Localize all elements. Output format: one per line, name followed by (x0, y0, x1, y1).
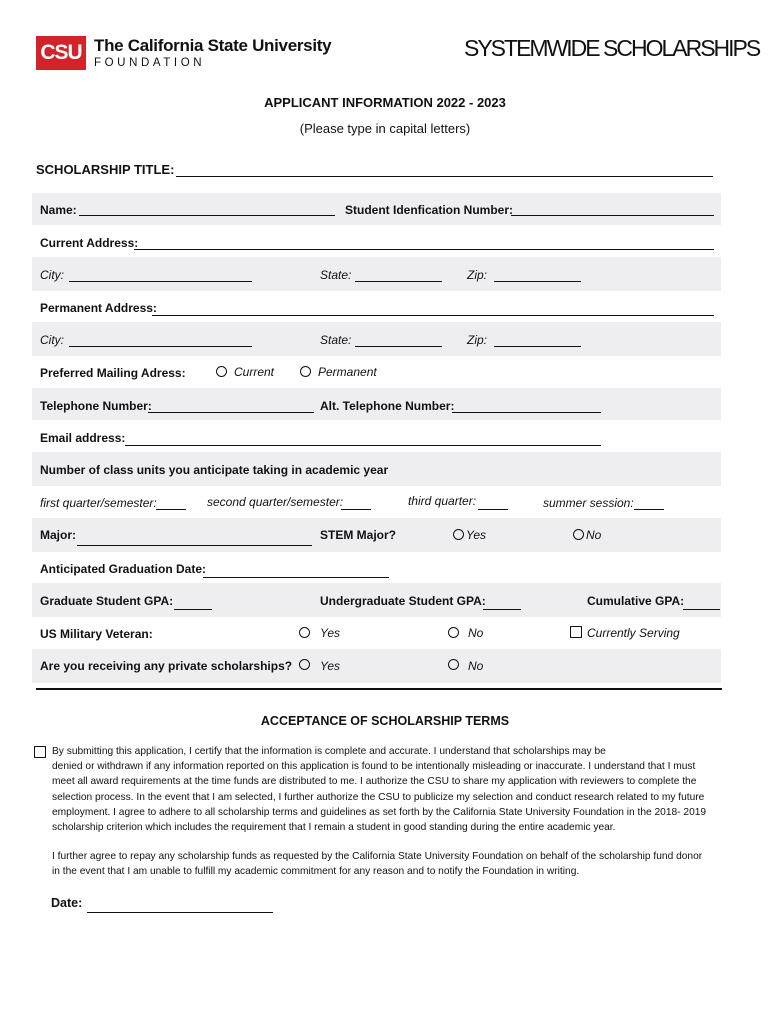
telephone-label: Telephone Number: (40, 399, 152, 413)
alt-telephone-field[interactable] (452, 412, 601, 413)
scholarship-title-label: SCHOLARSHIP TITLE: (36, 162, 175, 177)
graduate-gpa-label: Graduate Student GPA: (40, 594, 174, 608)
graduation-date-field[interactable] (203, 577, 389, 578)
major-field[interactable] (77, 545, 312, 546)
undergraduate-gpa-field[interactable] (483, 609, 521, 610)
student-id-field[interactable] (511, 215, 714, 216)
stem-no-label: No (586, 528, 602, 542)
veteran-yes-label: Yes (320, 626, 341, 640)
csu-logo-mark: CSU (36, 36, 86, 70)
private-no-label: No (468, 659, 484, 673)
form-subtitle: (Please type in capital letters) (299, 121, 471, 136)
stem-major-label: STEM Major? (320, 528, 397, 542)
third-quarter-label: third quarter: (408, 494, 477, 508)
first-quarter-label: first quarter/semester: (40, 496, 157, 510)
email-label: Email address: (40, 431, 126, 445)
class-units-label: Number of class units you anticipate taking in academic year (40, 463, 389, 477)
cumulative-gpa-field[interactable] (683, 609, 720, 610)
permanent-zip-field[interactable] (494, 346, 581, 347)
accept-terms-checkbox[interactable] (34, 746, 46, 758)
currently-serving-checkbox[interactable] (570, 626, 582, 638)
name-label: Name: (40, 203, 77, 217)
private-yes-radio[interactable] (299, 659, 310, 670)
graduate-gpa-field[interactable] (174, 609, 212, 610)
date-field[interactable] (87, 912, 273, 913)
private-scholarships-label: Are you receiving any private scholarships? (40, 659, 293, 673)
major-label: Major: (40, 528, 76, 542)
current-city-field[interactable] (69, 281, 252, 282)
terms-line: scholarship criterion which includes the requirement that I remain a student in good standing during the entire academic year. (52, 822, 616, 834)
stem-yes-radio[interactable] (453, 529, 464, 540)
row-band (32, 322, 721, 356)
veteran-yes-radio[interactable] (299, 627, 310, 638)
summer-session-field[interactable] (634, 509, 664, 510)
current-state-field[interactable] (355, 281, 442, 282)
first-quarter-field[interactable] (156, 509, 186, 510)
veteran-no-radio[interactable] (448, 627, 459, 638)
stem-no-radio[interactable] (573, 529, 584, 540)
graduation-date-label: Anticipated Graduation Date: (40, 562, 207, 576)
row-band (32, 257, 721, 291)
terms-title: ACCEPTANCE OF SCHOLARSHIP TERMS (260, 714, 510, 728)
private-no-radio[interactable] (448, 659, 459, 670)
terms-line: meet all award requirements at the time funds are distributed to me. I authorize the CSU to share my application with reviewers to complete the (52, 776, 697, 788)
current-city-label: City: (40, 268, 64, 282)
permanent-address-field[interactable] (152, 315, 714, 316)
permanent-state-label: State: (320, 333, 352, 347)
veteran-label: US Military Veteran: (40, 627, 153, 641)
repay-line: I further agree to repay any scholarship funds as requested by the California State University Foundation on behalf of the scholarship fund donor (52, 851, 703, 862)
current-state-label: State: (320, 268, 352, 282)
terms-line: employment. I agree to adhere to all scholarship terms and guidelines as set forth by the California State University Foundation in the 2018- 2019 (52, 806, 707, 818)
private-yes-label: Yes (320, 659, 341, 673)
current-address-field[interactable] (134, 249, 714, 250)
current-address-label: Current Address: (40, 236, 139, 250)
current-zip-field[interactable] (494, 281, 581, 282)
summer-session-label: summer session: (543, 496, 634, 510)
terms-line: selection process. In the event that I am selected, I further authorize the CSU to publicize my selection and conduct research related to my future (52, 791, 705, 803)
alt-telephone-label: Alt. Telephone Number: (320, 399, 455, 413)
mailing-permanent-label: Permanent (318, 365, 377, 379)
telephone-field[interactable] (148, 412, 314, 413)
mailing-permanent-radio[interactable] (300, 366, 311, 377)
name-field[interactable] (79, 215, 335, 216)
terms-paragraph (52, 744, 752, 835)
scholarship-title-field[interactable] (176, 176, 713, 177)
third-quarter-field[interactable] (478, 509, 508, 510)
permanent-address-label: Permanent Address: (40, 301, 157, 315)
logo-subtitle: FOUNDATION (94, 57, 206, 69)
currently-serving-label: Currently Serving (587, 626, 680, 640)
mailing-current-label: Current (234, 365, 275, 379)
email-field[interactable] (125, 445, 601, 446)
section-divider (36, 688, 722, 690)
permanent-city-label: City: (40, 333, 64, 347)
student-id-label: Student Idenfication Number: (345, 203, 513, 217)
logo-title: The California State University (94, 36, 332, 55)
cumulative-gpa-label: Cumulative GPA: (587, 594, 685, 608)
preferred-mailing-label: Preferred Mailing Adress: (40, 366, 186, 380)
stem-yes-label: Yes (466, 528, 487, 542)
veteran-no-label: No (468, 626, 484, 640)
permanent-city-field[interactable] (69, 346, 252, 347)
permanent-zip-label: Zip: (467, 333, 488, 347)
repay-paragraph (52, 849, 752, 879)
mailing-current-radio[interactable] (216, 366, 227, 377)
current-zip-label: Zip: (467, 268, 488, 282)
date-label: Date: (51, 896, 83, 910)
program-title: SYSTEMWIDE SCHOLARSHIPS (464, 35, 760, 61)
undergraduate-gpa-label: Undergraduate Student GPA: (320, 594, 486, 608)
terms-line: By submitting this application, I certify that the information is complete and accurate. I understand that scholarships may be (52, 746, 606, 757)
form-title: APPLICANT INFORMATION 2022 - 2023 (264, 95, 506, 110)
repay-line: in the event that I am unable to fulfill my academic commitment for any reason and to notify the Foundation in writing. (52, 866, 580, 878)
second-quarter-field[interactable] (341, 509, 371, 510)
second-quarter-label: second quarter/semester: (207, 495, 344, 509)
terms-line: denied or withdrawn if any information reported on this application is found to be intentionally misleading or inaccurate. I understand that I must (52, 761, 696, 773)
permanent-state-field[interactable] (355, 346, 442, 347)
